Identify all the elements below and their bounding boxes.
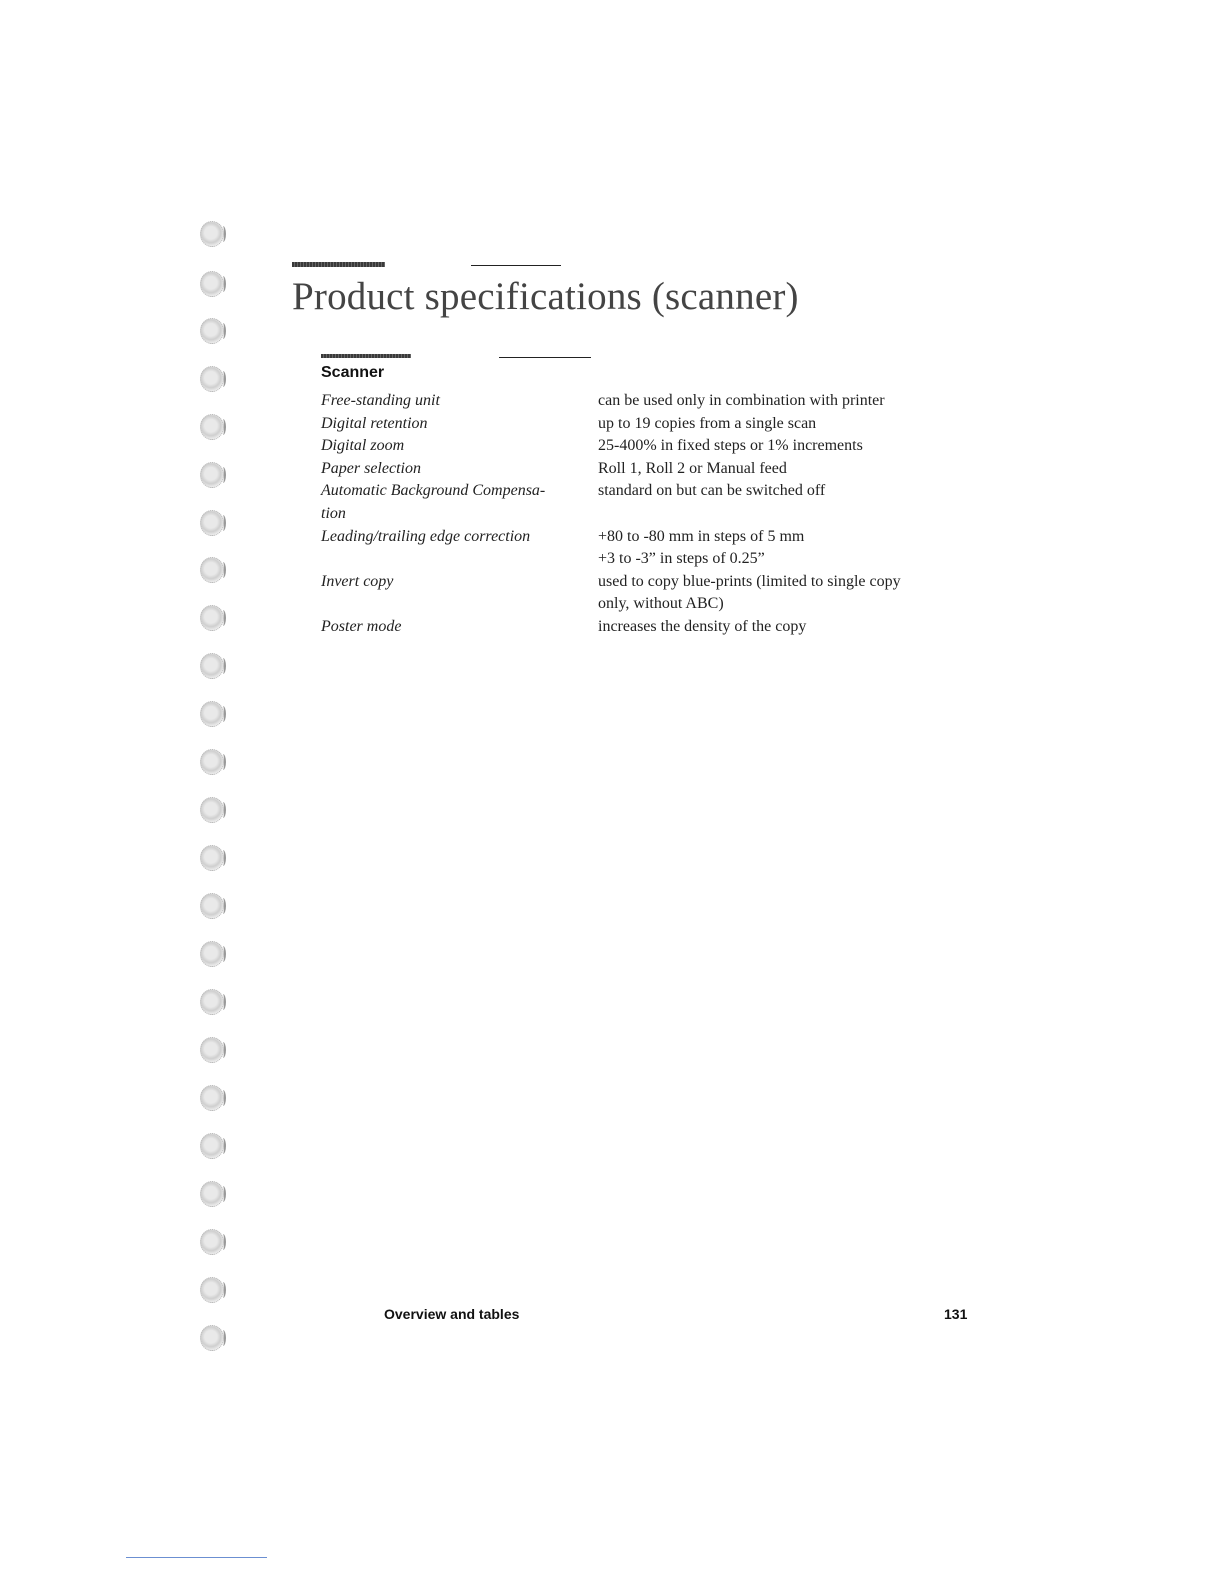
binder-hole-icon [200,1325,224,1351]
binder-hole-icon [200,845,224,871]
spec-row [321,435,961,458]
binder-hole-icon [200,462,224,488]
spec-value-line: standard on but can be switched off [598,482,826,500]
spec-value-line: can be used only in combination with printer [598,392,885,409]
binder-hole-icon [200,221,224,247]
binder-hole-icon [200,366,224,392]
page-title: Product specifications (scanner) [292,275,799,318]
spec-row [321,480,961,525]
binder-hole-icon [200,414,224,440]
page-number: 131 [944,1306,968,1322]
spec-value-line: increases the density of the copy [598,617,807,635]
title-rule-thin [471,265,561,266]
binder-hole-icon [200,1229,224,1255]
spec-row [321,458,961,481]
bottom-edge-line [126,1557,267,1558]
spec-label: Free-standing unit [321,392,440,409]
binder-hole-icon [200,605,224,631]
spec-value-line: +80 to -80 mm in steps of 5 mm [598,527,805,545]
spec-value-cell [598,458,938,481]
spec-label: Leading/trailing edge correction [321,527,531,545]
spec-value-cell [598,571,938,616]
spec-value-line: only, without ABC) [598,595,724,613]
binder-hole-icon [200,893,224,919]
spec-label-continuation: tion [321,504,346,522]
spec-value-line: Roll 1, Roll 2 or Manual feed [598,459,787,477]
spec-value-cell [598,413,938,436]
binder-hole-icon [200,941,224,967]
spec-row [321,571,961,616]
spec-label: Digital zoom [321,437,405,455]
spec-value-cell [598,526,938,571]
spec-label-cell [321,390,598,413]
title-rule-thick [292,262,385,267]
spec-label-cell [321,435,598,458]
spec-value-line: +3 to -3” in steps of 0.25” [598,550,765,568]
spec-value-line: used to copy blue-prints (limited to single copy [598,572,901,590]
spec-label-cell [321,571,598,594]
binder-hole-icon [200,653,224,679]
spec-value-cell [598,435,938,458]
spec-value-cell [598,480,938,503]
binder-hole-icon [200,1037,224,1063]
spec-value-cell [598,616,938,639]
binder-hole-icon [200,510,224,536]
binder-hole-icon [200,271,224,297]
binder-hole-icon [200,318,224,344]
binder-hole-icon [200,749,224,775]
spec-label-cell [321,413,598,436]
spec-label: Invert copy [321,572,394,590]
spec-table [321,390,961,639]
spec-label: Digital retention [321,414,428,432]
spec-value-cell [598,390,938,413]
section-heading: Scanner [321,364,385,381]
spec-row [321,526,961,571]
binder-hole-icon [200,1181,224,1207]
binder-hole-icon [200,1277,224,1303]
binder-hole-icon [200,989,224,1015]
spec-label-cell [321,526,598,549]
section-rule-thin [499,357,591,358]
spec-value-line: up to 19 copies from a single scan [598,414,817,432]
binder-hole-icon [200,557,224,583]
spec-label: Automatic Background Compensa- [321,482,546,500]
binder-hole-icon [200,797,224,823]
spec-label-cell [321,458,598,481]
spec-label-cell [321,480,598,525]
binder-hole-icon [200,1085,224,1111]
spec-row [321,413,961,436]
footer-section-title: Overview and tables [384,1306,520,1322]
spec-row [321,390,961,413]
spec-value-line: 25-400% in fixed steps or 1% increments [598,437,863,455]
spec-label-cell [321,616,598,639]
binder-hole-icon [200,1133,224,1159]
binder-hole-icon [200,701,224,727]
section-rule-thick [321,354,411,358]
spec-label: Poster mode [321,617,402,635]
spec-row [321,616,961,639]
spec-label: Paper selection [321,459,421,477]
